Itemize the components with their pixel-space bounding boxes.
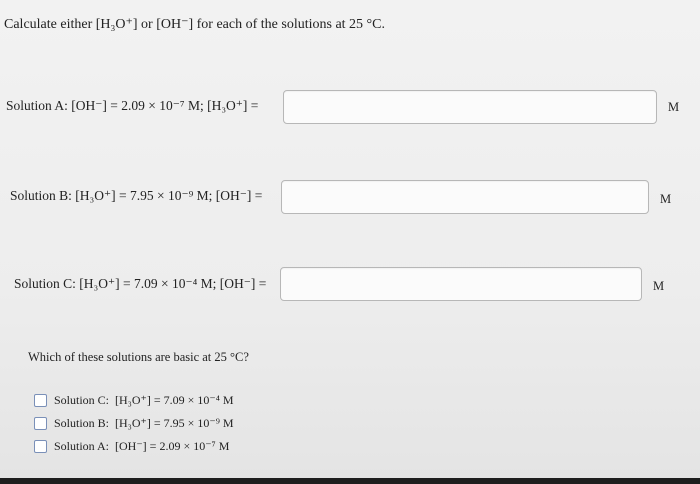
solution-c-answer-input[interactable] — [280, 267, 642, 301]
option-solution-b-checkbox[interactable] — [34, 417, 47, 430]
option-solution-a-value: [OH⁻] = 2.09 × 10⁻⁷ M — [115, 439, 230, 453]
option-solution-a[interactable] — [34, 439, 229, 454]
option-solution-b-value: [H₃O⁺] = 7.95 × 10⁻⁹ M — [115, 416, 234, 430]
option-solution-c-value: [H₃O⁺] = 7.09 × 10⁻⁴ M — [115, 393, 234, 407]
option-solution-c[interactable] — [34, 393, 234, 408]
option-solution-a-label: Solution A: — [54, 439, 110, 453]
option-solution-b[interactable] — [34, 416, 234, 431]
solution-a-unit: M — [668, 100, 680, 114]
bottom-edge — [0, 478, 700, 484]
solution-b-unit: M — [660, 192, 672, 206]
question-title: Calculate either [H₃O⁺] or [OH⁻] for each of the solutions at 25 °C. — [4, 17, 385, 32]
solution-a-label: Solution A: [OH⁻] = 2.09 × 10⁻⁷ M; [H₃O⁺] = — [6, 98, 259, 113]
solution-c-label: Solution C: [H₃O⁺] = 7.09 × 10⁻⁴ M; [OH⁻] = — [14, 276, 267, 291]
solution-b-label: Solution B: [H₃O⁺] = 7.95 × 10⁻⁹ M; [OH⁻] = — [10, 188, 263, 203]
option-solution-a-checkbox[interactable] — [34, 440, 47, 453]
solution-c-unit: M — [653, 279, 665, 293]
option-solution-b-label: Solution B: — [54, 416, 110, 430]
solution-a-answer-input[interactable] — [283, 90, 657, 124]
option-solution-c-label: Solution C: — [54, 393, 110, 407]
basic-question: Which of these solutions are basic at 25 °C? — [28, 350, 249, 364]
option-solution-c-checkbox[interactable] — [34, 394, 47, 407]
solution-b-answer-input[interactable] — [281, 180, 649, 214]
